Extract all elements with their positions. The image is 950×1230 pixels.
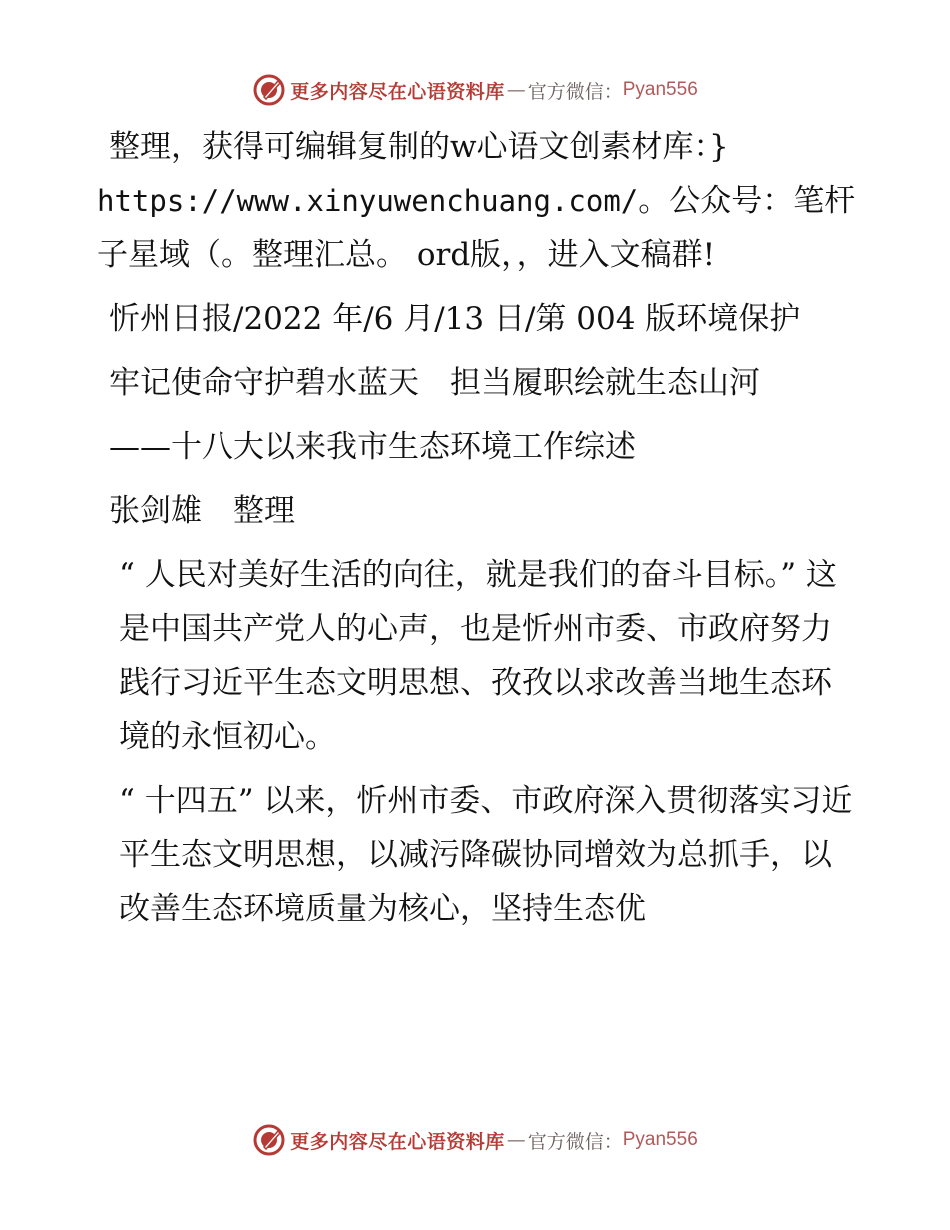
source-line: 忻州日报/2022 年/6 月/13 日/第 004 版环境保护 bbox=[109, 301, 801, 337]
article-subtitle: ——十八大以来我市生态环境工作综述 bbox=[109, 429, 636, 465]
intro-line: 整理，获得可编辑复制的w心语文创素材库：} bbox=[109, 129, 729, 165]
banner-dash: — bbox=[506, 1129, 526, 1151]
banner-wechat-id: Pyan556 bbox=[622, 1129, 698, 1150]
banner-wechat-label: 官方微信： bbox=[527, 1130, 623, 1153]
footer-banner bbox=[0, 1120, 950, 1160]
brand-logo-icon bbox=[252, 1123, 286, 1157]
banner-wechat-id: Pyan556 bbox=[622, 79, 698, 100]
body-paragraph-2: “ 十四五” 以来，忻州市委、市政府深入贯彻落实习近平生态文明思想，以减污降碳协同增效为总抓手，以改善生态环境质量为核心，坚持生态优 bbox=[119, 783, 853, 927]
intro-rest: 。公众号：笔杆子星域（。整理汇总。 ord版，，进入文稿群! bbox=[97, 183, 856, 273]
body-paragraph-1: “ 人民对美好生活的向往，就是我们的奋斗目标。” 这是中国共产党人的心声，也是忻州市委、市政府努力践行习近平生态文明思想、孜孜以求改善当地生态环境的永恒初心。 bbox=[119, 557, 837, 755]
banner-text: 更多内容尽在心语资料库 bbox=[290, 80, 505, 103]
article-author: 张剑雄 整理 bbox=[109, 493, 295, 529]
banner-text: 更多内容尽在心语资料库 bbox=[290, 1130, 505, 1153]
document-body bbox=[97, 120, 857, 946]
brand-logo-icon bbox=[252, 73, 286, 107]
article-title: 牢记使命守护碧水蓝天 担当履职绘就生态山河 bbox=[109, 365, 760, 401]
header-banner bbox=[0, 70, 950, 110]
intro-paragraph bbox=[97, 120, 857, 282]
banner-wechat-label: 官方微信： bbox=[527, 80, 623, 103]
intro-url[interactable]: https://www.xinyuwenchuang.com/ bbox=[97, 184, 639, 218]
banner-dash: — bbox=[506, 79, 526, 101]
